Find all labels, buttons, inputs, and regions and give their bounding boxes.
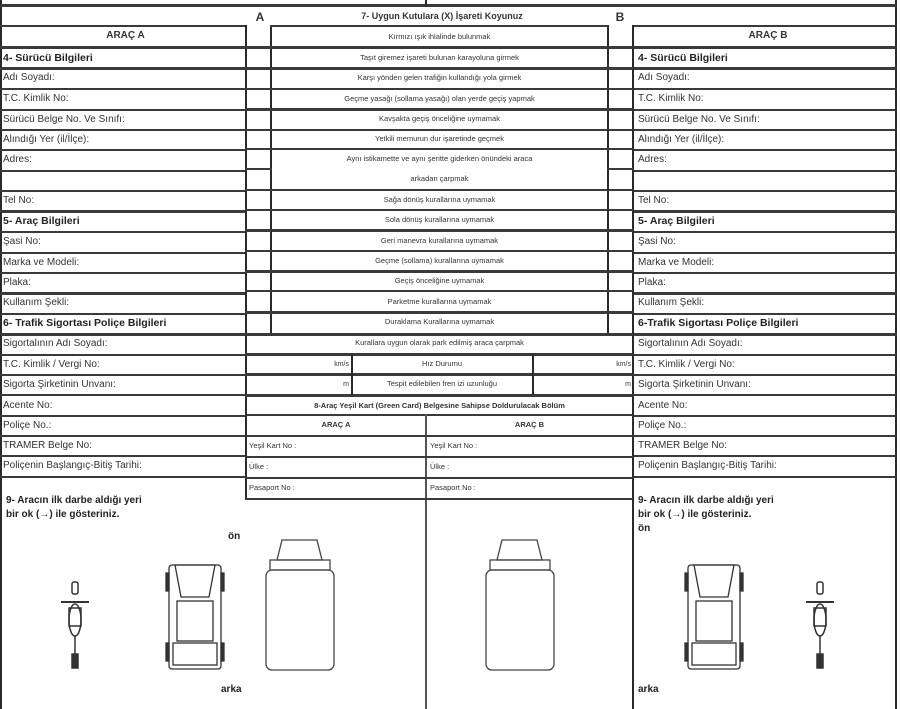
vehicle-b-model-field[interactable]: Marka ve Modeli: (638, 257, 715, 268)
impact-title-b-line1: 9- Aracın ilk darbe aldığı yeri (638, 495, 774, 506)
circumstance-14: Duraklama Kurallarına uymamak (384, 317, 495, 326)
vehicle-b-company-field[interactable]: Sigorta Şirketinin Unvanı: (638, 379, 751, 390)
vehicle-a-usage-field[interactable]: Kullanım Şekli: (3, 297, 70, 308)
vehicle-b-id-field[interactable]: T.C. Kimlik No: (638, 93, 704, 104)
circumstance-13: Parketme kurallarına uymamak (387, 297, 492, 306)
green-card-col-b: ARAÇ B (514, 420, 545, 429)
circumstance-2: Taşıt giremez işareti bulunan karayoluna girmek (360, 53, 519, 62)
vehicle-a-name-field[interactable]: Adı Soyadı: (3, 72, 55, 83)
impact-b-front-label: ön (638, 523, 651, 534)
vehicle-a-issued-field[interactable]: Alındığı Yer (il/İlçe): (3, 134, 90, 145)
vehicle-b-phone-field[interactable]: Tel No: (638, 195, 670, 206)
vehicle-b-insurance-section: 6-Trafik Sigortası Poliçe Bilgileri (638, 317, 799, 329)
green-card-title: 8-Araç Yeşil Kart (Green Card) Belgesine Sahipse Doldurulacak Bölüm (314, 401, 565, 410)
vehicle-b-plate-field[interactable]: Plaka: (638, 277, 666, 288)
vehicle-b-title: ARAÇ B (748, 30, 788, 41)
vehicle-a-driver-section: 4- Sürücü Bilgileri (3, 52, 93, 64)
vehicle-a-company-field[interactable]: Sigorta Şirketinin Unvanı: (3, 379, 116, 390)
circumstance-10: Geri manevra kurallarına uymamak (380, 236, 499, 245)
vehicle-b-insured-field[interactable]: Sigortalının Adı Soyadı: (638, 338, 743, 349)
green-card-b-country[interactable]: Ülke : (430, 462, 450, 471)
checkbox-a-bottom (245, 168, 272, 170)
skid-label: Tespit edilebilen fren izi uzunluğu (386, 379, 498, 388)
vehicle-b-license-field[interactable]: Sürücü Belge No. Ve Sınıfı: (638, 114, 760, 125)
vehicle-a-taxid-field[interactable]: T.C. Kimlik / Vergi No: (3, 359, 100, 370)
vehicle-a-agency-field[interactable]: Acente No: (3, 400, 53, 411)
vehicle-a-title: ARAÇ A (106, 30, 145, 41)
checkbox-a-column-top[interactable] (247, 27, 270, 167)
impact-title-a-line2: bir ok (→) ile gösteriniz. (6, 509, 120, 520)
divider (633, 476, 897, 478)
motorcycle-b-icon[interactable] (800, 580, 840, 675)
circumstance-3: Karşı yönden gelen trafiğin kullandığı yola girmek (357, 73, 522, 82)
vehicle-a-insurance-section: 6- Trafik Sigortası Poliçe Bilgileri (3, 317, 167, 329)
circumstance-6: Yetkili memurun dur işaretinde geçmek (375, 134, 504, 143)
motorcycle-a-icon[interactable] (55, 580, 95, 675)
impact-b-rear-label: arka (638, 684, 659, 695)
green-card-a-country[interactable]: Ülke : (249, 462, 269, 471)
impact-a-rear-label: arka (221, 684, 242, 695)
vehicle-a-id-field[interactable]: T.C. Kimlik No: (3, 93, 69, 104)
divider (633, 170, 897, 172)
vehicle-b-issued-field[interactable]: Alındığı Yer (il/İlçe): (638, 134, 725, 145)
circumstance-7b: arkadan çarpmak (410, 174, 469, 183)
circumstance-5: Kavşakta geçiş önceliğine uymamak (379, 114, 500, 123)
vehicle-a-chassis-field[interactable]: Şasi No: (3, 236, 41, 247)
truck-b-icon[interactable] (482, 538, 557, 673)
circumstance-15: Kurallara uygun olarak park edilmiş araca çarpmak (355, 338, 524, 347)
checkbox-b-column-bottom[interactable] (609, 191, 632, 334)
divider (0, 170, 246, 172)
impact-a-front-label: ön (228, 531, 241, 542)
vehicle-b-vehicle-section: 5- Araç Bilgileri (638, 215, 715, 227)
green-card-col-a: ARAÇ A (321, 420, 351, 429)
vehicle-b-address-field[interactable]: Adres: (638, 154, 667, 165)
circumstance-7a: Aynı istikamette ve aynı şeritte giderken önündeki araca (346, 154, 533, 163)
vehicle-a-vehicle-section: 5- Araç Bilgileri (3, 215, 80, 227)
section-7-title: 7- Uygun Kutulara (X) İşareti Koyunuz (361, 11, 523, 21)
col-b-right-line (632, 25, 634, 709)
circumstance-4: Geçme yasağı (sollama yasağı) olan yerde geçiş yapmak (344, 94, 535, 103)
circumstance-12: Geçiş önceliğine uymamak (394, 276, 485, 285)
green-card-a-number[interactable]: Yeşil Kart No : (249, 441, 297, 450)
speed-label: Hız Durumu (421, 359, 462, 368)
green-card-b-passport[interactable]: Pasaport No : (430, 483, 476, 492)
vehicle-a-insured-field[interactable]: Sigortalının Adı Soyadı: (3, 338, 108, 349)
vehicle-a-address-field[interactable]: Adres: (3, 154, 32, 165)
circumstance-9: Sola dönüş kurallarına uymamak (384, 215, 495, 224)
vehicle-b-usage-field[interactable]: Kullanım Şekli: (638, 297, 705, 308)
car-b-icon[interactable] (684, 563, 744, 673)
circumstance-1: Kırmızı ışık ihlalinde bulunmak (388, 32, 491, 41)
vehicle-a-dates-field[interactable]: Poliçenin Başlangıç-Bitiş Tarihi: (3, 460, 142, 471)
vehicle-a-license-field[interactable]: Sürücü Belge No. Ve Sınıfı: (3, 114, 125, 125)
vehicle-a-plate-field[interactable]: Plaka: (3, 277, 31, 288)
speed-b-unit[interactable]: km/s (616, 361, 631, 368)
speed-a-unit[interactable]: km/s (334, 361, 349, 368)
impact-title-a-line1: 9- Aracın ilk darbe aldığı yeri (6, 495, 142, 506)
vehicle-b-agency-field[interactable]: Acente No: (638, 400, 688, 411)
circumstance-8: Sağa dönüş kurallarına uymamak (383, 195, 496, 204)
impact-title-b-line2: bir ok (→) ile gösteriniz. (638, 509, 752, 520)
vehicle-a-policy-field[interactable]: Poliçe No.: (3, 420, 52, 431)
vehicle-a-model-field[interactable]: Marka ve Modeli: (3, 257, 80, 268)
divider (0, 476, 246, 478)
vehicle-b-name-field[interactable]: Adı Soyadı: (638, 72, 690, 83)
vehicle-b-driver-section: 4- Sürücü Bilgileri (638, 52, 728, 64)
vehicle-a-phone-field[interactable]: Tel No: (3, 195, 35, 206)
green-card-a-passport[interactable]: Pasaport No : (249, 483, 295, 492)
col-a-letter: A (255, 10, 265, 24)
vehicle-b-taxid-field[interactable]: T.C. Kimlik / Vergi No: (638, 359, 735, 370)
checkbox-b-bottom (607, 168, 634, 170)
checkbox-b-column-top[interactable] (609, 27, 632, 167)
skid-b-unit[interactable]: m (625, 381, 631, 388)
truck-a-icon[interactable] (262, 538, 337, 673)
skid-a-unit[interactable]: m (343, 381, 349, 388)
green-card-b-number[interactable]: Yeşil Kart No : (430, 441, 478, 450)
col-b-letter: B (615, 10, 625, 24)
vehicle-a-tramer-field[interactable]: TRAMER Belge No: (3, 440, 92, 451)
circumstance-11: Geçme (sollama) kurallarına uymamak (375, 256, 504, 265)
vehicle-b-policy-field[interactable]: Poliçe No.: (638, 420, 687, 431)
vehicle-b-tramer-field[interactable]: TRAMER Belge No: (638, 440, 727, 451)
vehicle-b-dates-field[interactable]: Poliçenin Başlangıç-Bitiş Tarihi: (638, 460, 777, 471)
car-a-icon[interactable] (165, 563, 225, 673)
divider (245, 498, 633, 500)
checkbox-a-column-bottom[interactable] (247, 191, 270, 334)
vehicle-b-chassis-field[interactable]: Şasi No: (638, 236, 676, 247)
